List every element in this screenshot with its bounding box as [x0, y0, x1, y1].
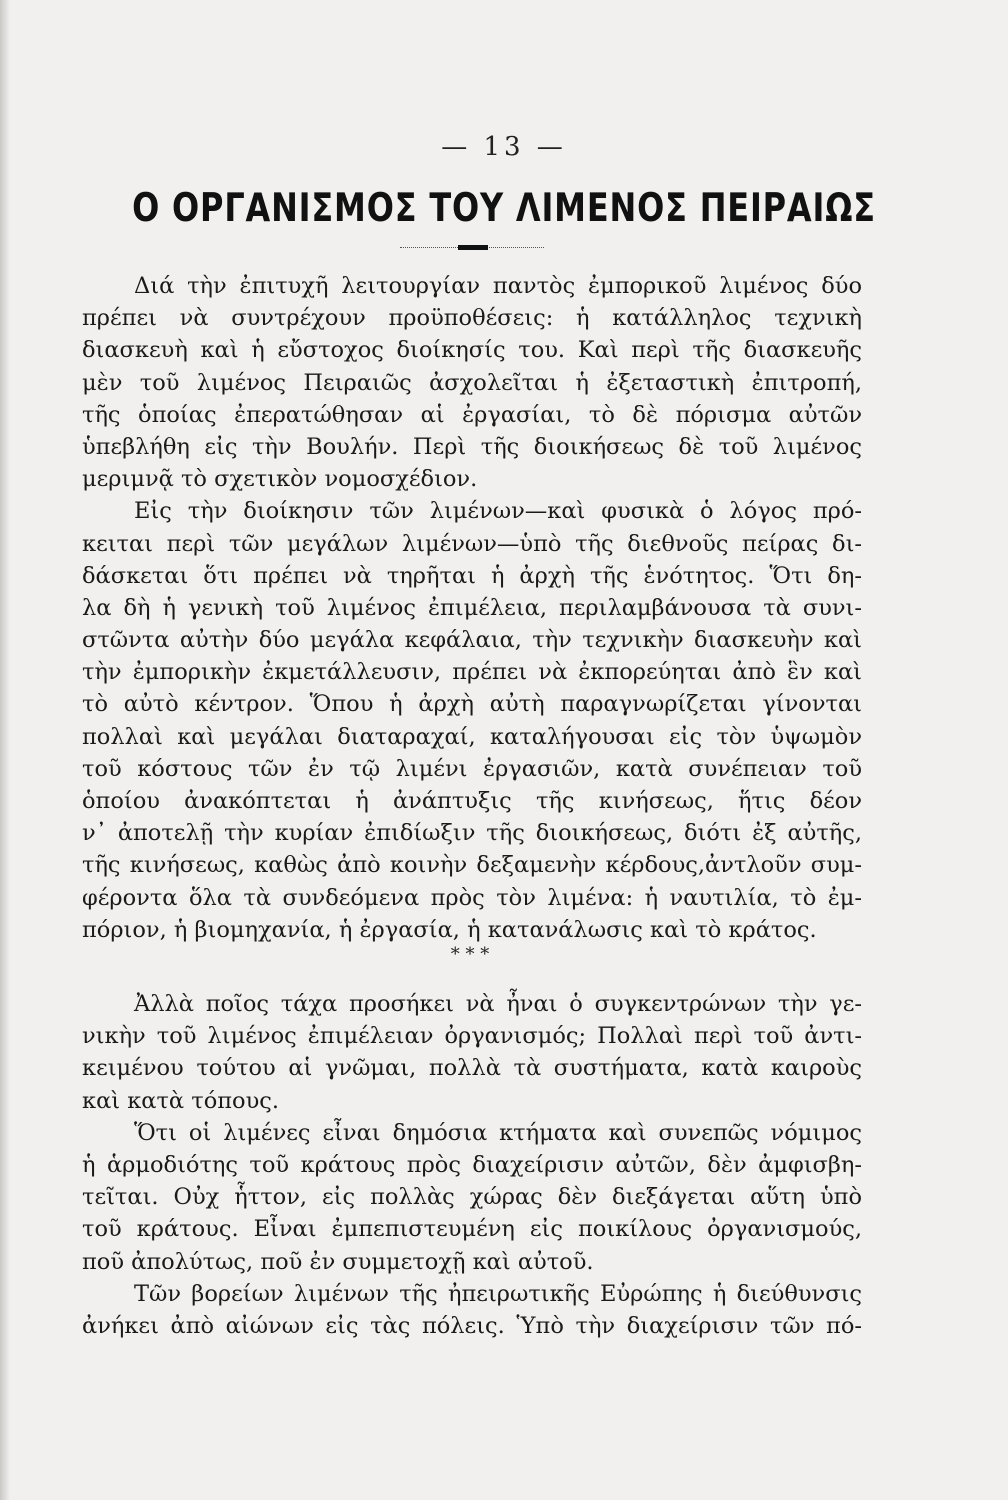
text-line: δάσκεται ὅτι πρέπει νὰ τηρῆται ἡ ἀρχὴ τῆς ἑνότητος. Ὅτι δη-	[82, 562, 862, 589]
text-line: τοῦ κράτους. Εἶναι ἐμπεπιστευμένη εἰς ποικίλους ὀργανισμούς,	[82, 1216, 862, 1243]
text-block-1	[82, 270, 862, 946]
text-line: ὁποίου ἀνακόπτεται ἡ ἀνάπτυξις τῆς κινήσεως, ἥτις δέον	[82, 788, 862, 814]
text-line: τὸ αὐτὸ κέντρον. Ὅπου ἡ ἀρχὴ αὐτὴ παραγνωρίζεται γίνονται	[82, 691, 862, 718]
text-line: τοῦ κόστους τῶν ἐν τῷ λιμένι ἐργασιῶν, κατὰ συνέπειαν τοῦ	[82, 755, 862, 782]
text-line: λα δὴ ἡ γενικὴ τοῦ λιμένος ἐπιμέλεια, περιλαμβάνουσα τὰ συνι-	[82, 594, 862, 621]
text-line: τεῖται. Οὐχ ἧττον, εἰς πολλὰς χώρας δὲν διεξάγεται αὕτη ὑπὸ	[82, 1184, 862, 1211]
text-line: τὴν ἐμπορικὴν ἐκμετάλλευσιν, πρέπει νὰ ἐκπορεύηται ἀπὸ ἓν καὶ	[82, 659, 862, 686]
text-line: Τῶν βορείων λιμένων τῆς ἠπειρωτικῆς Εὐρώπης ἡ διεύθυνσις	[134, 1280, 862, 1307]
text-line: κειται περὶ τῶν μεγάλων λιμένων—ὑπὸ τῆς διεθνοῦς πείρας δι-	[82, 530, 862, 557]
page-title: Ο ΟΡΓΑΝΙΣΜΟΣ ΤΟΥ ΛΙΜΕΝΟΣ ΠΕΙΡΑΙΩΣ	[132, 186, 876, 231]
text-line: μὲν τοῦ λιμένος Πειραιῶς ἀσχολεῖται ἡ ἐξεταστικὴ ἐπιτροπή,	[82, 369, 862, 396]
text-line: τῆς κινήσεως, καθὼς ἀπὸ κοινὴν δεξαμενὴν κέρδους,ἀντλοῦν συμ-	[82, 852, 862, 879]
text-line: ἡ ἁρμοδιότης τοῦ κράτους πρὸς διαχείρισιν αὐτῶν, δὲν ἀμφισβη-	[82, 1151, 862, 1178]
text-line: μεριμνᾷ τὸ σχετικὸν νομοσχέδιον.	[82, 466, 478, 493]
text-line: τῆς ὁποίας ἐπερατώθησαν αἱ ἐργασίαι, τὸ δὲ πόρισμα αὐτῶν	[82, 401, 862, 428]
text-line: κειμένου τούτου αἱ γνῶμαι, πολλὰ τὰ συστήματα, κατὰ καιροὺς	[82, 1055, 862, 1082]
text-line: στῶντα αὐτὴν δύο μεγάλα κεφάλαια, τὴν τεχνικὴν διασκευὴν καὶ	[82, 627, 862, 654]
text-line: φέροντα ὅλα τὰ συνδεόμενα πρὸς τὸν λιμένα: ἡ ναυτιλία, τὸ ἐμ-	[82, 884, 862, 911]
text-line: πρέπει νὰ συντρέχουν προϋποθέσεις: ἡ κατάλληλος τεχνικὴ	[82, 305, 862, 332]
text-line: Ὅτι οἱ λιμένες εἶναι δημόσια κτήματα καὶ συνεπῶς νόμιμος	[134, 1119, 862, 1146]
text-line: πολλαὶ καὶ μεγάλαι διαταραχαί, καταλήγουσαι εἰς τὸν ὑψωμὸν	[82, 723, 862, 750]
text-line: νικὴν τοῦ λιμένος ἐπιμέλειαν ὀργανισμός; Πολλαὶ περὶ τοῦ ἀντι-	[82, 1023, 862, 1050]
text-line: ἀνήκει ἀπὸ αἰώνων εἰς τὰς πόλεις. Ὑπὸ τὴν διαχείρισιν τῶν πό-	[82, 1312, 862, 1339]
text-line: ποῦ ἀπολύτως, ποῦ ἐν συμμετοχῇ καὶ αὐτοῦ.	[82, 1248, 594, 1275]
text-line: ὑπεβλήθη εἰς τὴν Βουλήν. Περὶ τῆς διοικήσεως δὲ τοῦ λιμένος	[82, 433, 862, 460]
text-line: Ἀλλὰ ποῖος τάχα προσήκει νὰ ἦναι ὁ συγκεντρώνων τὴν γε-	[134, 991, 862, 1017]
title-ornament	[400, 247, 544, 253]
page-edge-shadow	[0, 0, 10, 1500]
text-line: ν᾽ ἀποτελῇ τὴν κυρίαν ἐπιδίωξιν τῆς διοικήσεως, διότι ἐξ αὐτῆς,	[82, 820, 862, 847]
page-number: — 13 —	[441, 132, 567, 162]
ornament-bar	[458, 245, 488, 250]
text-line: διασκευὴ καὶ ἡ εὔστοχος διοίκησίς του. Καὶ περὶ τῆς διασκευῆς	[82, 337, 862, 364]
text-line: Διά τὴν ἐπιτυχῆ λειτουργίαν παντὸς ἐμπορικοῦ λιμένος δύο	[134, 273, 862, 299]
text-line: πόριον, ἡ βιομηχανία, ἡ ἐργασία, ἡ κατανάλωσις καὶ τὸ κράτος.	[82, 916, 817, 943]
text-line: Εἰς τὴν διοίκησιν τῶν λιμένων—καὶ φυσικὰ ὁ λόγος πρό-	[134, 498, 862, 525]
text-line: καὶ κατὰ τόπους.	[82, 1087, 280, 1114]
text-block-2	[82, 988, 862, 1342]
section-asterism: * * *	[450, 944, 490, 965]
